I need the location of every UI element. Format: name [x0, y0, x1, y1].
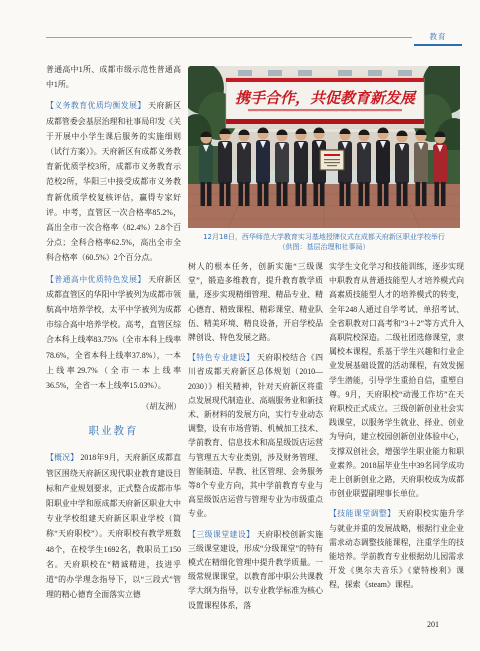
article-body: 2018年9月，天府新区成都直管区围绕天府新区现代职业教育建设目标和产业规划要求，正式整合成都市华阳职业中学和原成都天府新区职业大中专业学校组建天府新区职业学校（简称“天府职校”）。天府职校有教学班数48个，在校学生1692名，教职员工150名。天府职校在“精诚精进，技进乎道”的办学理念指导下，以“三段式”管理的精心德育全面落实立德	[46, 453, 181, 600]
banner	[226, 78, 424, 128]
article-body: 天府新区成都管委会基层治理和社事局印发《关于开展中小学生课后服务的实施细则（试行方案）》。天府新区有成都义务教育新优质学校3所，成都市义务教育示范校2所，华阳三中接受成都市义务教育新优质学校复核评估，赢得专家好评。中考，直管区一次合格率85.2%，高出全市一次合格率（82.4%）2.8个百分点；全科合格率62.5%，高出全市全科合格率（60.5%）2个百分点。	[46, 101, 181, 263]
section-tag: 教育	[429, 32, 447, 41]
article-body: 天府新区成都直管区的华阳中学被列为成都市领航高中培养学校，太平中学被列为成都市综合高中培养学校。高考，直管区综合本科上线率83.75%（全市本科上线率78.6%，全省本科上线率37.8%），一本上线率29.7%（全市一本上线率36.5%，全省一本上线率15.03%）。	[46, 274, 181, 391]
right-column	[329, 260, 464, 599]
header-rule	[46, 37, 412, 38]
continued-paragraph: 树人的根本任务，创新实施“三级课堂”，锻造多维教育，提升教育教学质量，逐步实现精细管理、精品专业、精心德育、精致课程、精彩课堂、精业队伍、精美环境、精良设备，开启学校品牌创设、特色发展之路。	[188, 262, 323, 343]
intro-paragraph: 普通高中1所、成都市级示范性普通高中1所。	[46, 65, 181, 90]
photo-caption-text: 12月18日，西华师范大学教育实习基地授牌仪式在成都天府新区职业学校举行	[203, 233, 445, 241]
event-photo	[188, 66, 460, 228]
article-high-school	[46, 272, 181, 394]
article-overview	[46, 450, 181, 602]
section-tag-bar	[414, 44, 462, 46]
page-number: 201	[427, 620, 439, 629]
photo-credit: （供图：基层治理和社事局）	[278, 243, 370, 251]
article-heading: 【特色专业建设】	[188, 353, 255, 363]
article-skills-classroom	[329, 507, 464, 592]
continued-paragraph: 实学生文化学习和技能训练，逐步实现中职教育从普通技能型人才培养模式向高素质技能型人才的培养模式的转变，全年248人通过自学考试、单招考试、全省职教对口高考和“3＋2”等方式升入高职院校深造。二级社团选修课堂，隶属校本课程，系基于学生兴趣和行业企业发展基础设置的活动课程，有效发掘学生潜能，引导学生重拾自信，重塑自尊。9月，天府职校“动漫工作坊”在天府职校正式成立。三级创新创业社会实践课堂，以服务学生就业、择业、创业为导向，建立校园创新创业体验中心，支撑双创社会，增强学生职业能力和职业素养。2018届毕业生中39名同学成功走上创新创业之路，天府职校成为成都市创业联盟副理事长单位。	[329, 262, 464, 499]
plaque	[320, 150, 344, 170]
article-heading: 【普通高中优质特色发展】	[46, 274, 146, 284]
article-three-level-classroom	[188, 528, 323, 613]
article-heading: 【技能课堂调整】	[329, 509, 396, 519]
left-column	[46, 62, 181, 609]
article-body: 天府职校结合《四川省成都天府新区总体规划（2010—2030）》相关精神，针对天府新区将重点发展现代制造业、高端服务业和新技术、新材料的发展方向，实行专业动态调整，设有市场营销、机械加工技术、学前教育、信息技术和高星级饭店运营与管理五大专业类别，涉及财务管理、智能制造、早教、社区管理、会务服务等8个专业方向，其中学前教育专业与高星级饭店运营与管理专业为市级重点专业。	[188, 353, 323, 519]
article-heading: 【义务教育优质均衡发展】	[46, 101, 146, 111]
article-heading: 【三级课堂建设】	[188, 529, 255, 539]
article-body: 天府职校创新实施三级课堂建设，形成“分级课堂”的特有模式在精细化管理中提升教学质量。一级常规课课堂，以教育部中职公共课教学大纲为指导，以专业教学标准为核心设置课程体系，落	[188, 529, 323, 610]
article-featured-majors	[188, 351, 323, 521]
article-heading: 【概况】	[46, 453, 79, 463]
photo-caption	[188, 232, 460, 252]
author-credit: （胡友洲）	[141, 402, 181, 412]
section-title-vocational-education: 职业教育	[88, 425, 139, 438]
article-body: 天府职校实施升学与就业并重的发展战略，根据行业企业需求动态调整技能课程，注重学生的技能培养。学前教育专业根据幼儿园需求开发《奥尔夫音乐》《蒙特梭利》课程，探索《steam》课程。	[329, 509, 464, 590]
article-compulsory-education	[46, 98, 181, 265]
banner-text: 携手合作，共促教育新发展	[234, 89, 416, 107]
middle-column	[188, 260, 323, 619]
event-photo-illustration	[188, 66, 460, 228]
